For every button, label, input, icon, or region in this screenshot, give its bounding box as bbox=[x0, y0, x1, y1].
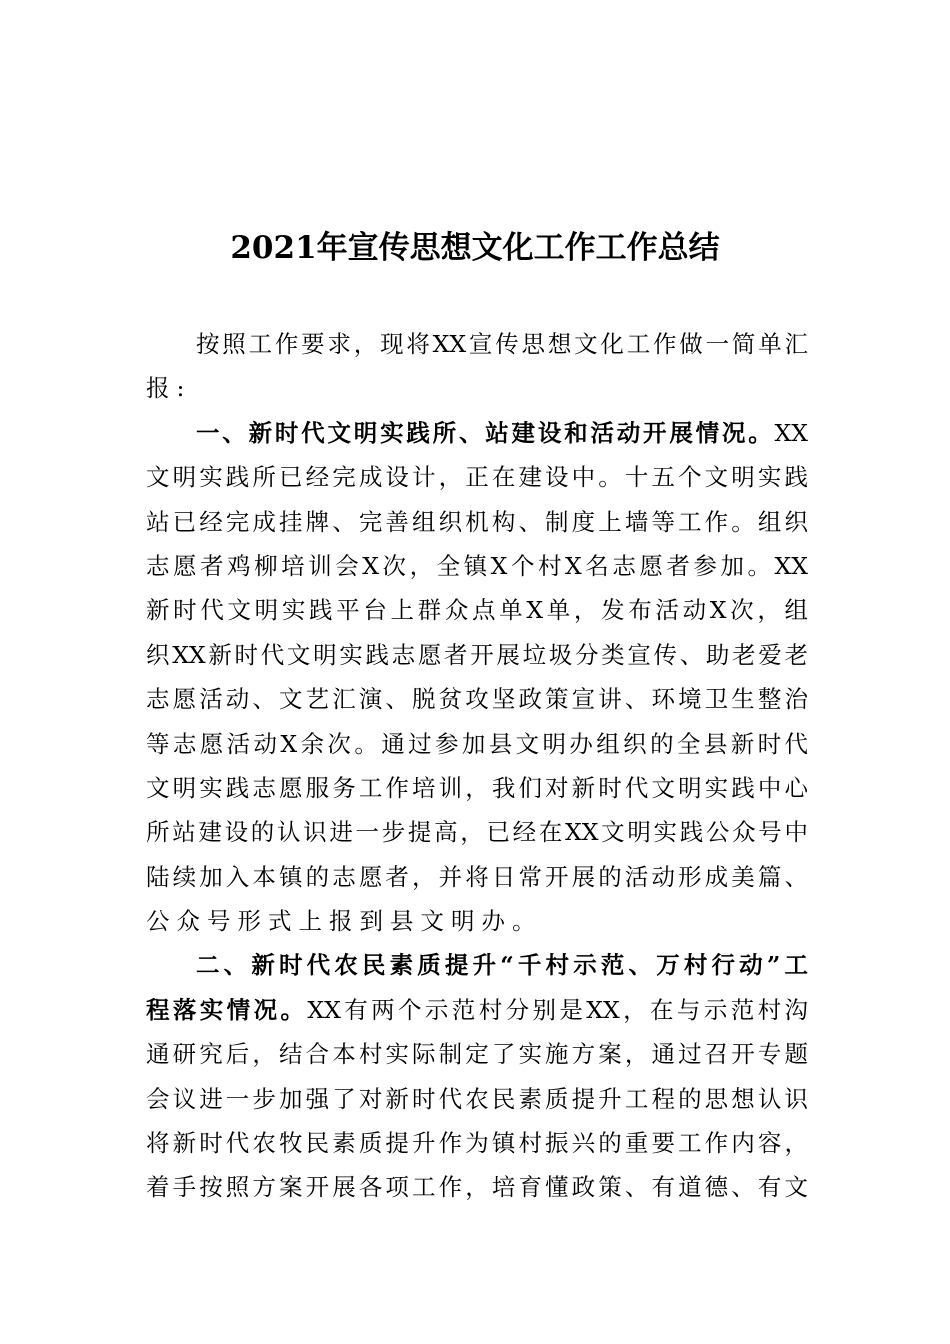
line-text: 织XX新时代文明实践志愿者开展垃圾分类宣传、助老爱老 bbox=[146, 640, 808, 669]
line-text: 将新时代农牧民素质提升作为镇村振兴的重要工作内容， bbox=[146, 1129, 808, 1158]
bold-text: 二、新时代农民素质提升“千村示范、万村行动”工 bbox=[196, 951, 808, 980]
line-text: 报: bbox=[146, 374, 192, 403]
text-line bbox=[146, 588, 808, 632]
text-line bbox=[146, 366, 808, 410]
text-line bbox=[146, 411, 808, 455]
bold-text: 一、新时代文明实践所、站建设和活动开展情况。 bbox=[196, 418, 775, 447]
text-line bbox=[146, 1121, 808, 1165]
line-text: 文明实践所已经完成设计，正在建设中。十五个文明实践 bbox=[146, 463, 808, 492]
line-text: 着手按照方案开展各项工作，培育懂政策、有道德、有文 bbox=[146, 1173, 808, 1202]
line-text: 站已经完成挂牌、完善组织机构、制度上墙等工作。组织 bbox=[146, 507, 808, 536]
document-title: 2021年宣传思想文化工作工作总结 bbox=[230, 230, 720, 266]
line-text: 陆续加入本镇的志愿者，并将日常开展的活动形成美篇、 bbox=[146, 862, 808, 891]
line-text: 会议进一步加强了对新时代农民素质提升工程的思想认识 bbox=[146, 1084, 808, 1113]
document-body bbox=[146, 322, 808, 1210]
text-line bbox=[146, 633, 808, 677]
line-text: 通研究后，结合本村实际制定了实施方案，通过召开专题 bbox=[146, 1040, 808, 1069]
paragraph-intro bbox=[146, 322, 808, 411]
text-line bbox=[146, 899, 808, 943]
text-line bbox=[146, 988, 808, 1032]
text-line bbox=[146, 722, 808, 766]
line-text: 志愿活动、文艺汇演、脱贫攻坚政策宣讲、环境卫生整治 bbox=[146, 685, 808, 714]
line-text: 志愿者鸡柳培训会X次，全镇X个村X名志愿者参加。XX bbox=[146, 551, 808, 580]
line-text: 所站建设的认识进一步提高，已经在XX文明实践公众号中 bbox=[146, 818, 808, 847]
line-text: 等志愿活动X余次。通过参加县文明办组织的全县新时代 bbox=[146, 729, 808, 758]
text-line bbox=[146, 766, 808, 810]
text-line bbox=[146, 1165, 808, 1209]
text-line bbox=[146, 322, 808, 366]
text-line bbox=[146, 500, 808, 544]
line-text: 文明实践志愿服务工作培训，我们对新时代文明实践中心 bbox=[146, 773, 808, 802]
text-line bbox=[146, 677, 808, 721]
text-line bbox=[146, 810, 808, 854]
text-line bbox=[146, 943, 808, 987]
line-text: XX bbox=[774, 418, 808, 447]
paragraph-section-2 bbox=[146, 943, 808, 1209]
line-text: XX有两个示范村分别是XX，在与示范村沟 bbox=[307, 995, 809, 1024]
paragraph-section-1 bbox=[146, 411, 808, 944]
line-text: 按照工作要求，现将XX宣传思想文化工作做一简单汇 bbox=[196, 330, 808, 358]
line-text: 新时代文明实践平台上群众点单X单，发布活动X次，组 bbox=[146, 596, 808, 625]
text-line bbox=[146, 1032, 808, 1076]
text-line bbox=[146, 544, 808, 588]
text-line bbox=[146, 855, 808, 899]
text-line bbox=[146, 1077, 808, 1121]
line-text: 公众号形式上报到县文明办。 bbox=[146, 907, 543, 936]
text-line bbox=[146, 455, 808, 499]
bold-text: 程落实情况。 bbox=[146, 995, 308, 1024]
